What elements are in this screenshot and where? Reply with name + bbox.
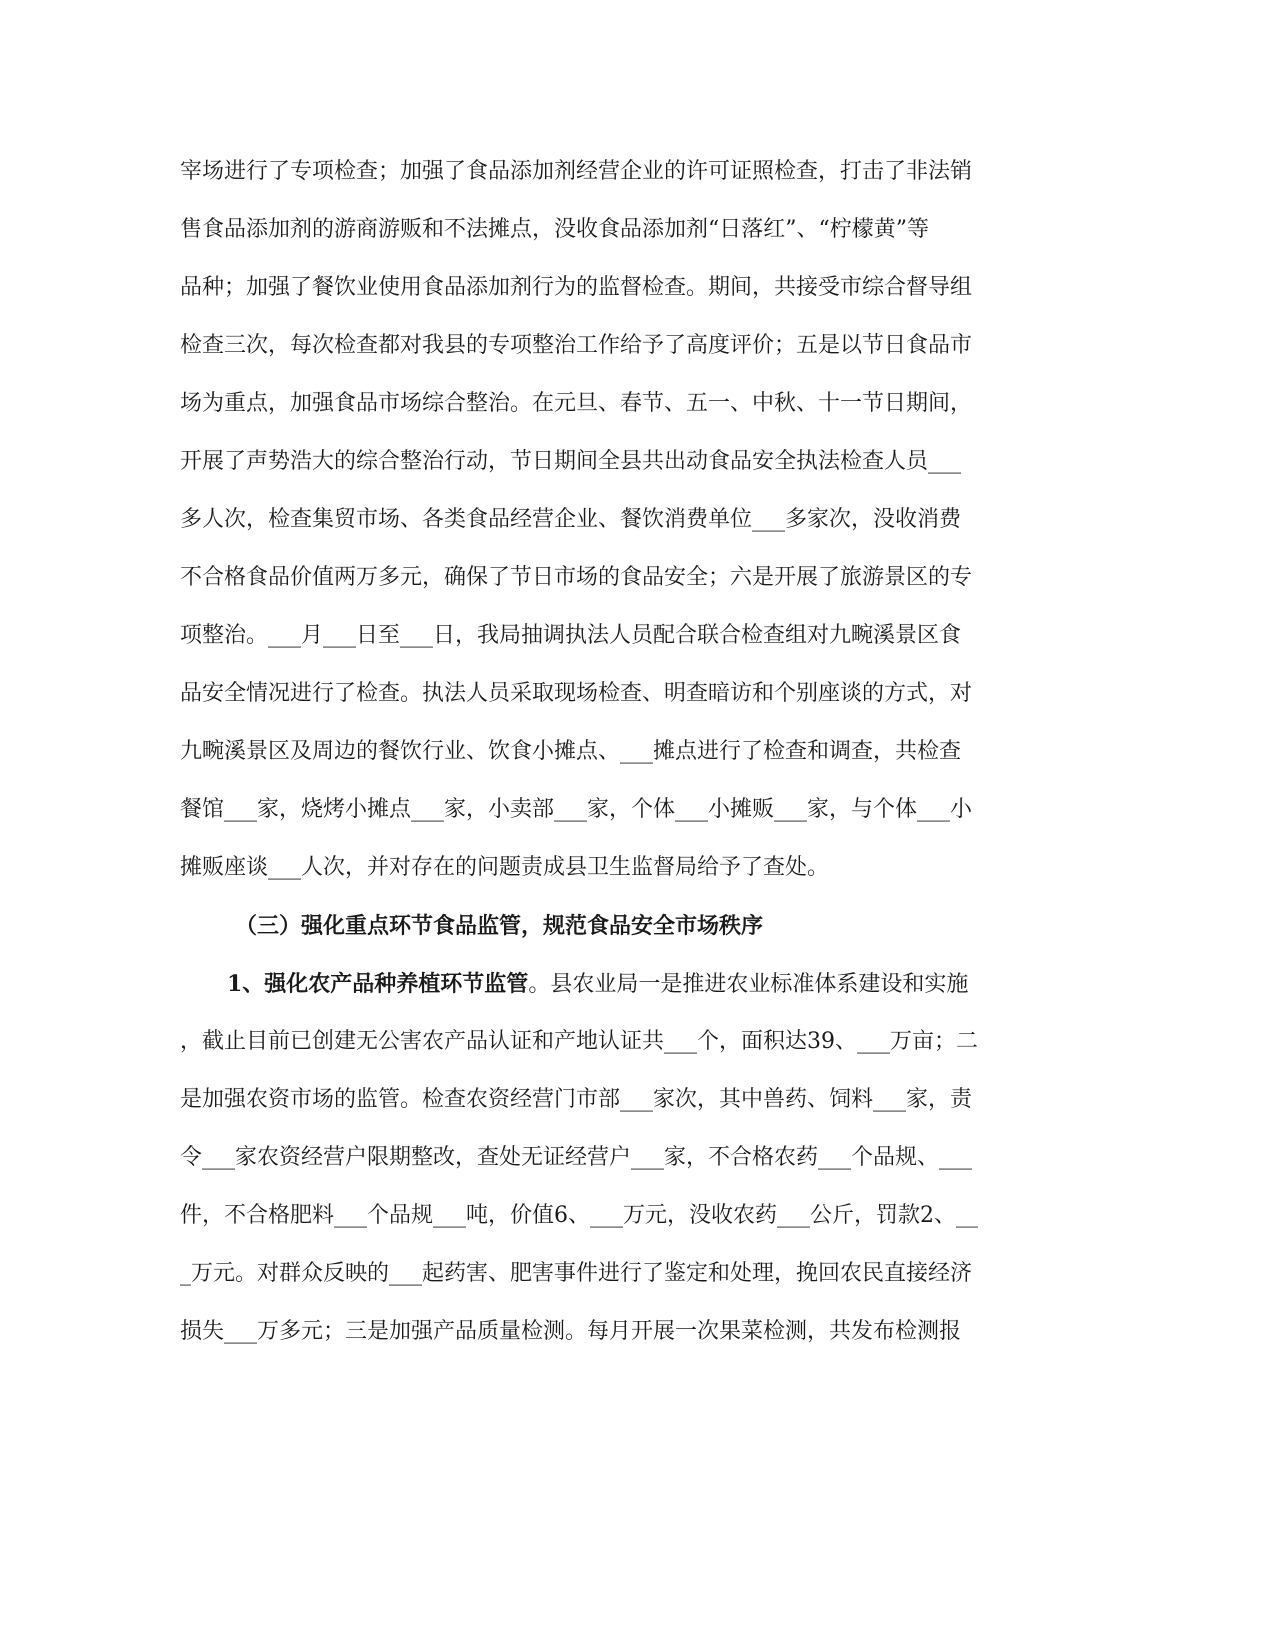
body-line: 检查三次，每次检查都对我县的专项整治工作给予了高度评价；五是以节日食品市 [180,333,973,358]
body-line: 损失___万多元；三是加强产品质量检测。每月开展一次果菜检测，共发布检测报 [180,1319,962,1344]
body-line: 品种；加强了餐饮业使用食品添加剂行为的监督检查。期间，共接受市综合督导组 [180,275,973,300]
body-line: 摊贩座谈___人次，并对存在的问题责成县卫生监督局给予了查处。 [180,855,830,880]
body-line: 售食品添加剂的游商游贩和不法摊点，没收食品添加剂“日落红”、“柠檬黄”等 [180,217,929,242]
body-line: 品安全情况进行了检查。执法人员采取现场检查、明查暗访和个别座谈的方式，对 [180,681,973,706]
body-line: ，截止目前已创建无公害农产品认证和产地认证共___个，面积达39、___万亩；二 [180,1029,978,1054]
body-line: 场为重点，加强食品市场综合整治。在元旦、春节、五一、中秋、十一节日期间， [180,391,973,416]
subsection-first-line [180,955,1035,1013]
subsection-heading: 1、强化农产品种养植环节监管 [227,971,529,997]
body-line: _万元。对群众反映的___起药害、肥害事件进行了鉴定和处理，挽回农民直接经济 [180,1261,973,1286]
body-line: 多人次，检查集贸市场、各类食品经营企业、餐饮消费单位___多家次，没收消费 [180,507,962,532]
body-line: 令___家农资经营户限期整改，查处无证经营户___家，不合格农药___个品规、___ [180,1145,973,1170]
body-line: 件，不合格肥料___个品规___吨，价值6、___万元，没收农药___公斤，罚款2、__ [180,1203,978,1228]
subsection-first-line-text: 。县农业局一是推进农业标准体系建设和实施 [528,972,969,997]
body-line: 是加强农资市场的监管。检查农资经营门市部___家次，其中兽药、饲料___家，责 [180,1087,973,1112]
body-line: 宰场进行了专项检查；加强了食品添加剂经营企业的许可证照检查，打击了非法销 [180,159,973,184]
body-line: 餐馆___家，烧烤小摊点___家，小卖部___家，个体___小摊贩___家，与个体___小 [180,797,973,822]
body-line: 项整治。___月___日至___日，我局抽调执法人员配合联合检查组对九畹溪景区食 [180,623,962,648]
body-line: 开展了声势浩大的综合整治行动，节日期间全县共出动食品安全执法检查人员___ [180,449,962,474]
document-body [180,143,1035,1361]
body-line: 九畹溪景区及周边的餐饮行业、饮食小摊点、___摊点进行了检查和调查，共检查 [180,739,962,764]
body-line: 不合格食品价值两万多元，确保了节日市场的食品安全；六是开展了旅游景区的专 [180,565,973,590]
section-heading: （三）强化重点环节食品监管，规范食品安全市场秩序 [235,913,764,939]
